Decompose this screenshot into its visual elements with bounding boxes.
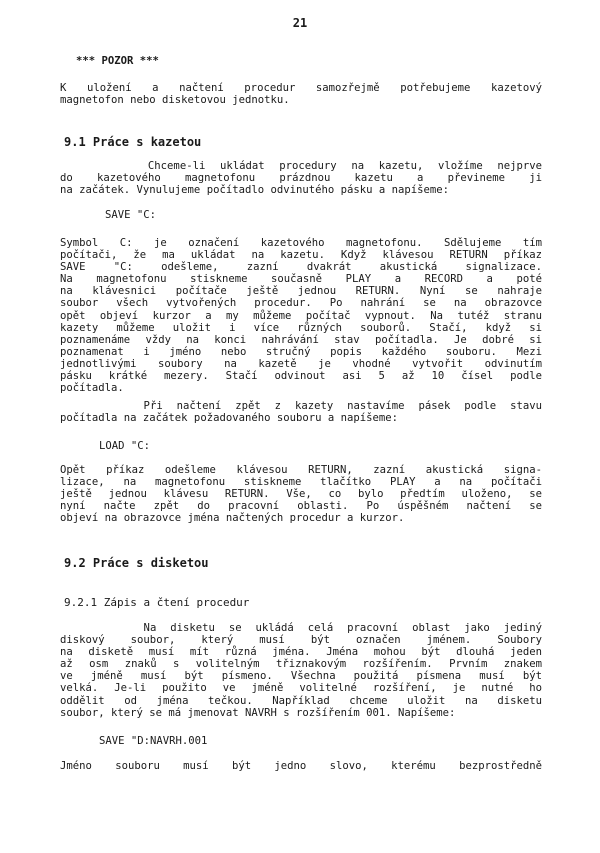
cassette-paragraph-1 xyxy=(60,160,542,196)
cassette-paragraph-4 xyxy=(60,464,542,524)
code-save-cassette: SAVE "C: xyxy=(105,209,157,221)
text-line: Opět příkaz odešleme klávesou RETURN, zazní akustická signa- xyxy=(60,464,542,476)
text-line: Při načtení zpět z kazety nastavíme pásek podle stavu xyxy=(60,400,542,412)
text-line: lizace, na magnetofonu stiskneme tlačítko PLAY a na počítači xyxy=(60,476,542,489)
text-line: poznamenat i jméno nebo stručný popis každého souboru. Mezi xyxy=(60,345,542,358)
text-line: Na magnetofonu stiskneme současně PLAY a RECORD a poté xyxy=(60,273,542,286)
text-line: soubor, který se má jmenovat NAVRH s rozšířením 001. Napíšeme: xyxy=(60,706,456,719)
text-line: soubor všech vytvořených procedur. Po nahrání se na obrazovce xyxy=(60,297,542,310)
text-line: Na disketu se ukládá celá pracovní oblast jako jediný xyxy=(60,622,542,634)
text-line: na začátek. Vynulujeme počítadlo odvinutého pásku a napíšeme: xyxy=(60,184,450,197)
text-line: nyní načte zpět do pracovní oblasti. Po úspěšném načtení se xyxy=(60,500,542,513)
code-load-cassette: LOAD "C: xyxy=(99,440,151,452)
text-line: objeví na obrazovce jména načtených procedur a kurzor. xyxy=(60,512,405,525)
text-line: diskový soubor, který musí být označen jménem. Soubory xyxy=(60,634,542,647)
text-line: velká. Je-li použito ve jméně volitelné rozšíření, je nutné ho xyxy=(60,682,542,695)
section-heading-cassette: 9.1 Práce s kazetou xyxy=(64,135,202,149)
text-line: až osm znaků s volitelným třiznakovým rozšířením. Prvním znakem xyxy=(60,658,542,671)
text-line: poznamenáme vždy na konci nahrávání stav počítadla. Je dobré si xyxy=(60,333,542,346)
text-line: oddělit od jména tečkou. Například chceme uložit na disketu xyxy=(60,694,542,707)
text-line: jednotlivými soubory na kazetě je vhodné vytvořit odvinutím xyxy=(60,357,542,370)
disk-paragraph-1 xyxy=(60,622,542,719)
text-line: Chceme-li ukládat procedury na kazetu, vložíme nejprve xyxy=(60,160,542,172)
text-line: počítadla. xyxy=(60,382,124,395)
text-line: Jméno souboru musí být jedno slovo, kterému bezprostředně xyxy=(60,760,542,772)
text-line: na klávesnici počítače ještě jednou RETURN. Nyní se nahraje xyxy=(60,285,542,298)
cassette-paragraph-3 xyxy=(60,400,542,424)
text-line: magnetofon nebo disketovou jednotku. xyxy=(60,94,290,107)
text-line: na disketě musí mít různá jména. Jména mohou být dlouhá jeden xyxy=(60,646,542,659)
text-line: kazety můžeme uložit i více různých souborů. Stačí, když si xyxy=(60,321,542,334)
page-number: 21 xyxy=(292,16,308,30)
text-line: SAVE "C: odešleme, zazní dvakrát akustická signalizace. xyxy=(60,261,542,274)
text-line: K uložení a načtení procedur samozřejmě potřebujeme kazetový xyxy=(60,82,542,94)
code-save-disk: SAVE "D:NAVRH.001 xyxy=(99,735,208,747)
disk-paragraph-2 xyxy=(60,760,542,772)
intro-paragraph xyxy=(60,82,542,106)
text-line: opět objeví kurzor a my můžeme počítač vypnout. Na tutéž stranu xyxy=(60,309,542,322)
cassette-paragraph-2 xyxy=(60,237,542,394)
section-heading-disk: 9.2 Práce s disketou xyxy=(64,556,209,570)
text-line: pásku krátké mezery. Stačí odvinout asi 5 až 10 čísel podle xyxy=(60,370,542,383)
text-line: počítadla na začátek požadovaného souboru a napíšeme: xyxy=(60,412,399,425)
text-line: do kazetového magnetofonu prázdnou kazetu a převineme ji xyxy=(60,172,542,185)
warning-title: *** POZOR *** xyxy=(76,55,159,67)
text-line: Symbol C: je označení kazetového magnetofonu. Sdělujeme tím xyxy=(60,237,542,249)
subsection-heading-write-read: 9.2.1 Zápis a čtení procedur xyxy=(64,596,250,609)
text-line: počítači, že ma ukládat na kazetu. Když klávesou RETURN příkaz xyxy=(60,249,542,262)
text-line: ještě jednou klávesu RETURN. Vše, co bylo předtím uloženo, se xyxy=(60,488,542,501)
text-line: ve jméně musí být písmeno. Všechna použitá písmena musí být xyxy=(60,670,542,683)
